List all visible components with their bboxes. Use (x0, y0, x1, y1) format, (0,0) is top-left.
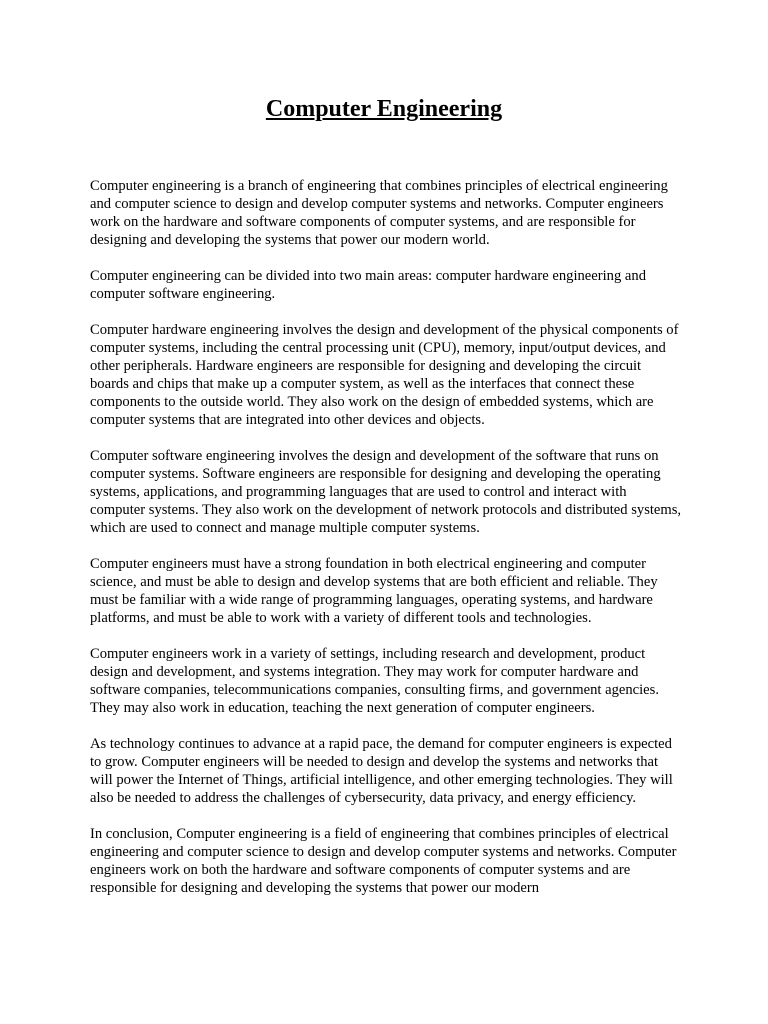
paragraph-outlook: As technology continues to advance at a rapid pace, the demand for computer engineers is expected to grow. Computer engineers will be needed to design and develop the systems and networks that will power the Internet of Things, artificial intelligence, and other emerging technologies. They will also be needed to address the challenges of cybersecurity, data privacy, and energy efficiency. (90, 736, 673, 806)
paragraph-settings: Computer engineers work in a variety of settings, including research and development, product design and development, and systems integration. They may work for computer hardware and software companies, telecommunications companies, consulting firms, and government agencies. They may also work in education, teaching the next generation of computer engineers. (90, 646, 659, 716)
paragraph-conclusion: In conclusion, Computer engineering is a field of engineering that combines principles of electrical engineering and computer science to design and develop computer systems and networks. Computer engineers work on both the hardware and software components of computer systems and are responsible for designing and developing the systems that power our modern (90, 826, 677, 896)
document-title: Computer Engineering (265, 96, 503, 122)
paragraph-software: Computer software engineering involves the design and development of the software that runs on computer systems. Software engineers are responsible for designing and developing the operating systems, applications, and programming languages that are used to control and interact with computer systems. They also work on the development of network protocols and distributed systems, which are used to connect and manage multiple computer systems. (90, 448, 682, 536)
paragraph-skills: Computer engineers must have a strong foundation in both electrical engineering and computer science, and must be able to design and develop systems that are both efficient and reliable. They must be familiar with a wide range of programming languages, operating systems, and hardware platforms, and must be able to work with a variety of different tools and technologies. (90, 556, 658, 626)
paragraph-intro: Computer engineering is a branch of engineering that combines principles of electrical engineering and computer science to design and develop computer systems and networks. Computer engineers work on the hardware and software components of computer systems, and are responsible for designing and developing the systems that power our modern world. (90, 178, 668, 248)
document-body (90, 177, 682, 915)
paragraph-hardware: Computer hardware engineering involves the design and development of the physical components of computer systems, including the central processing unit (CPU), memory, input/output devices, and other peripherals. Hardware engineers are responsible for designing and developing the circuit boards and chips that make up a computer system, as well as the interfaces that connect these components to the outside world. They also work on the design of embedded systems, which are computer systems that are integrated into other devices and objects. (90, 322, 679, 428)
paragraph-areas: Computer engineering can be divided into two main areas: computer hardware engineering and computer software engineering. (90, 268, 646, 302)
